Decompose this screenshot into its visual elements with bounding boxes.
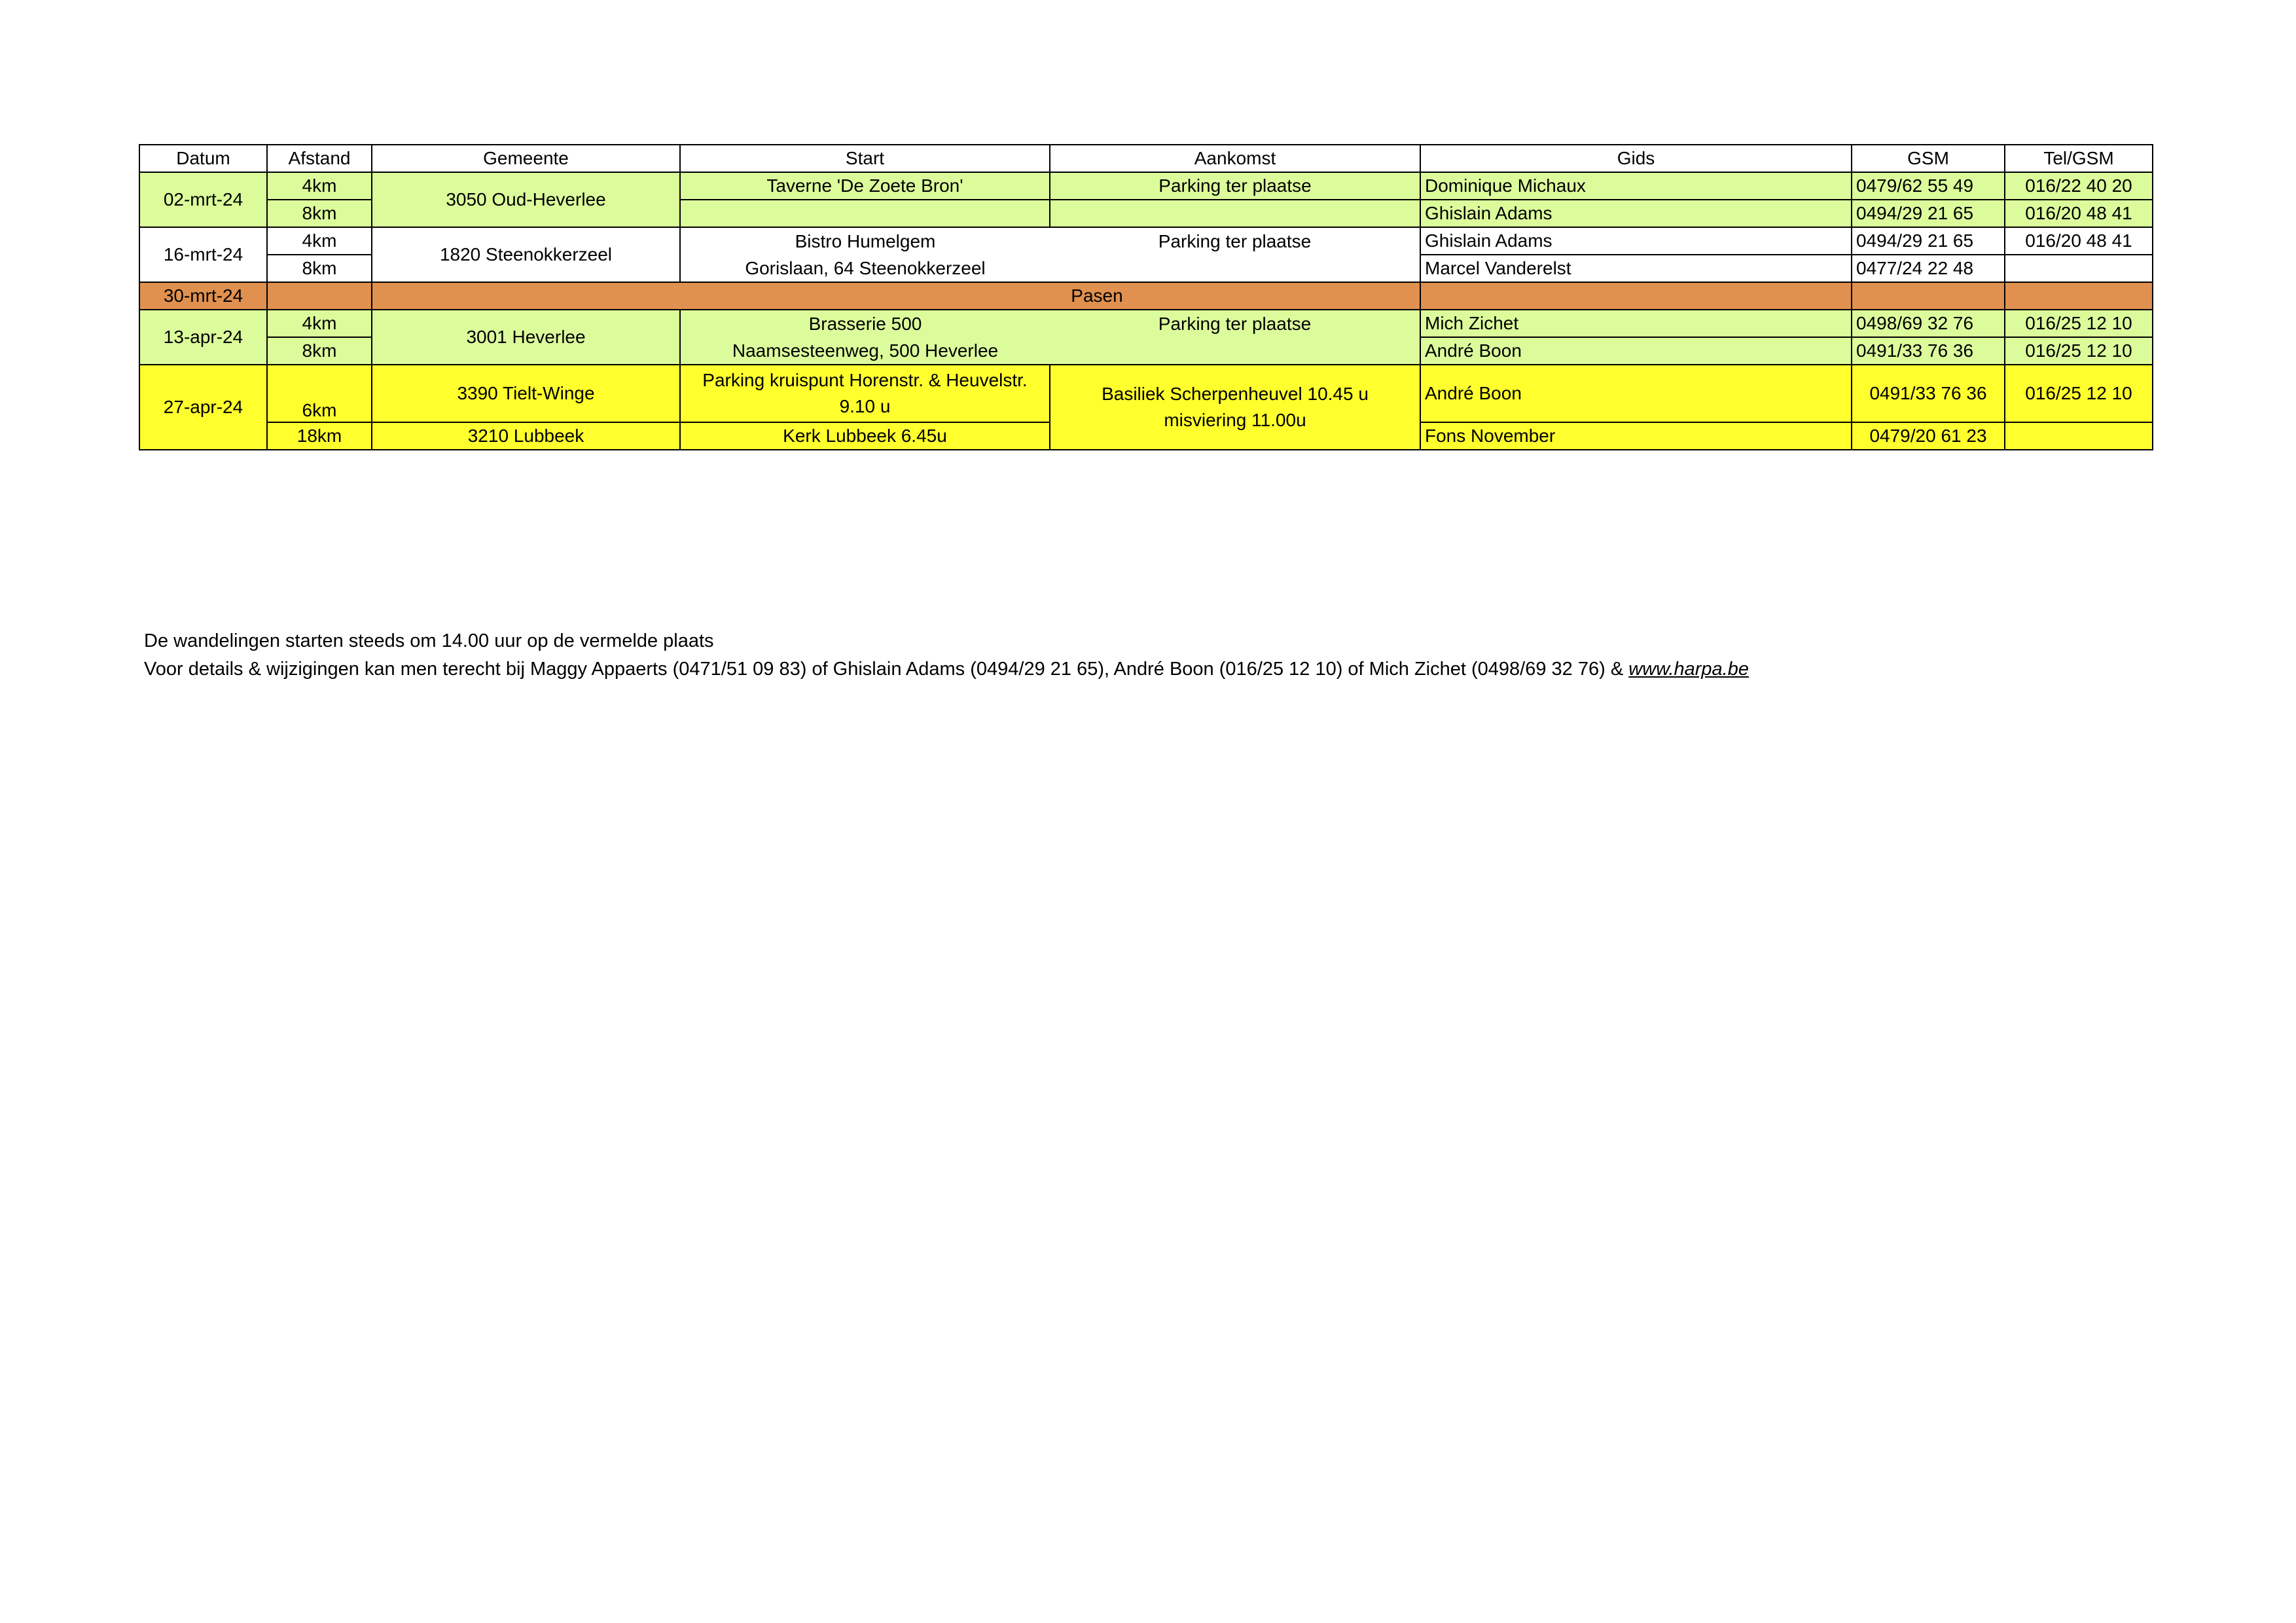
aankomst-cell-empty [1050,200,1420,227]
date-cell: 02-mrt-24 [139,172,267,227]
tel-cell: 016/25 12 10 [2005,365,2153,422]
gsm-cell: 0491/33 76 36 [1852,365,2005,422]
header-afstand: Afstand [267,145,372,172]
aankomst-cell-empty [1050,255,1420,282]
guide-cell: Dominique Michaux [1420,172,1852,200]
aankomst-cell: Basiliek Scherpenheuvel 10.45 u misviering 11.00u [1050,365,1420,450]
date-cell: 30-mrt-24 [139,282,267,310]
guide-cell-empty [1420,282,1852,310]
gemeente-cell: 3210 Lubbeek [372,422,680,450]
contact-note [144,655,1749,684]
tel-cell: 016/20 48 41 [2005,227,2153,255]
gsm-cell-empty [1852,282,2005,310]
header-gemeente: Gemeente [372,145,680,172]
distance-cell: 4km [267,172,372,200]
start-address-cell: Gorislaan, 64 Steenokkerzeel [680,255,1050,282]
gsm-cell: 0477/24 22 48 [1852,255,2005,282]
distance-cell: 8km [267,200,372,227]
table-row [139,282,2153,310]
gsm-cell: 0494/29 21 65 [1852,200,2005,227]
gsm-cell: 0491/33 76 36 [1852,337,2005,365]
gemeente-cell: 1820 Steenokkerzeel [372,227,680,282]
walk-schedule-table [139,144,2153,450]
guide-cell: Ghislain Adams [1420,200,1852,227]
start-time-note: De wandelingen starten steeds om 14.00 uur op de vermelde plaats [144,630,714,651]
date-cell: 27-apr-24 [139,365,267,450]
header-tel: Tel/GSM [2005,145,2153,172]
gsm-cell: 0498/69 32 76 [1852,310,2005,337]
start-cell: Bistro Humelgem [680,227,1050,255]
header-datum: Datum [139,145,267,172]
tel-cell-empty [2005,282,2153,310]
guide-cell: André Boon [1420,365,1852,422]
date-cell: 16-mrt-24 [139,227,267,282]
gsm-cell: 0494/29 21 65 [1852,227,2005,255]
table-row [139,227,2153,255]
date-cell: 13-apr-24 [139,310,267,365]
tel-cell: 016/22 40 20 [2005,172,2153,200]
aankomst-cell-empty [1050,337,1420,365]
easter-label: Pasen [372,282,1420,310]
distance-cell-empty [267,282,372,310]
header-gids: Gids [1420,145,1852,172]
start-cell: Taverne 'De Zoete Bron' [680,172,1050,200]
start-cell-empty [680,200,1050,227]
aankomst-cell: Parking ter plaatse [1050,227,1420,255]
aankomst-cell: Parking ter plaatse [1050,310,1420,337]
distance-cell: 4km [267,310,372,337]
guide-cell: André Boon [1420,337,1852,365]
start-address-cell: Naamsesteenweg, 500 Heverlee [680,337,1050,365]
guide-cell: Ghislain Adams [1420,227,1852,255]
header-aankomst: Aankomst [1050,145,1420,172]
gsm-cell: 0479/20 61 23 [1852,422,2005,450]
distance-cell: 6km [267,365,372,422]
guide-cell: Marcel Vanderelst [1420,255,1852,282]
aankomst-cell: Parking ter plaatse [1050,172,1420,200]
gemeente-cell: 3390 Tielt-Winge [372,365,680,422]
tel-cell: 016/20 48 41 [2005,200,2153,227]
website-link[interactable]: www.harpa.be [1628,659,1749,680]
distance-cell: 8km [267,255,372,282]
start-cell: Kerk Lubbeek 6.45u [680,422,1050,450]
tel-cell: 016/25 12 10 [2005,337,2153,365]
contact-note-text: Voor details & wijzigingen kan men terecht bij Maggy Appaerts (0471/51 09 83) of Ghislain Adams (0494/29 21 65), André Boon (016/25 12 10) of Mich Zichet (0498/69 32 76) & [144,659,1629,680]
table-row [139,365,2153,422]
guide-cell: Fons November [1420,422,1852,450]
table-row [139,172,2153,200]
tel-cell: 016/25 12 10 [2005,310,2153,337]
header-row [139,145,2153,172]
gemeente-cell: 3001 Heverlee [372,310,680,365]
distance-cell: 8km [267,337,372,365]
header-start: Start [680,145,1050,172]
gemeente-cell: 3050 Oud-Heverlee [372,172,680,227]
header-gsm: GSM [1852,145,2005,172]
tel-cell-empty [2005,422,2153,450]
distance-cell: 4km [267,227,372,255]
distance-cell: 18km [267,422,372,450]
tel-cell-empty [2005,255,2153,282]
start-cell: Brasserie 500 [680,310,1050,337]
start-cell: Parking kruispunt Horenstr. & Heuvelstr. 9.10 u [680,365,1050,422]
table-row [139,310,2153,337]
gsm-cell: 0479/62 55 49 [1852,172,2005,200]
notes-block [144,627,1749,684]
guide-cell: Mich Zichet [1420,310,1852,337]
